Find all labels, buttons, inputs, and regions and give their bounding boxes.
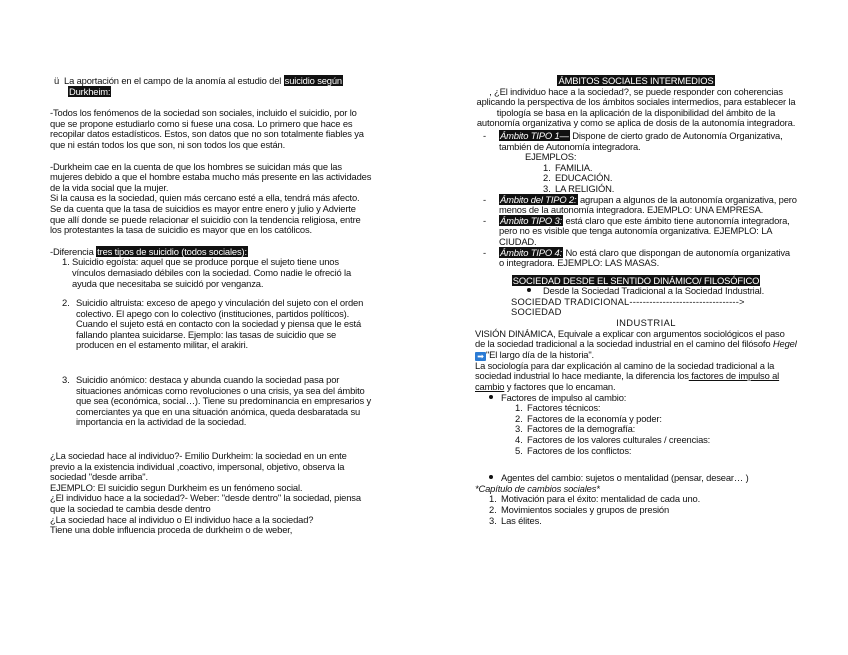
list-text: Las élites. xyxy=(501,514,542,526)
sociologia-text: La sociología para dar explicación al camino de la sociedad tradicional a la sociedad industrial lo hace mediante, la diferencia los xyxy=(475,359,775,382)
heading-highlight-2: Durkheim: xyxy=(69,85,111,97)
diferencia-label: -Diferencia xyxy=(50,245,94,257)
ambitos-intro: , ¿El individuo hace a la sociedad?, se puede responder con coherencias aplicando la perspectiva de los ámbitos sociales intermedios, para establecer la tipología se basa en la aplicación de la disponibilidad del ámbito de la autonomía organizativa y como se aplica de dosis de la autonomía integradora. xyxy=(476,85,796,129)
list-text: Suicidio egoísta: aquel que se produce porque el sujeto tiene unos vínculos demasiado débiles con la sociedad. Como nadie le ofreció la ayuda que necesitaba se suicidó por venganza. xyxy=(72,256,352,289)
paragraph-durkheim: -Durkheim cae en la cuenta de que los hombres se suicidan más que las mujeres debido a que el hombre estaba mucho más presente en las actividades de la vida social que la mujer. xyxy=(50,160,372,193)
industrial-line: INDUSTRIAL xyxy=(616,317,676,329)
bullet-text: Desde la Sociedad Tradicional a la Sociedad Industrial. xyxy=(543,285,765,297)
factores-underlined: factores de impulso al cambio xyxy=(475,370,780,393)
tipo-2-text: agrupan a algunos de la autonomía organizativa, pero menos de la autonomía integradora. EJEMPLO: UNA EMPRESA. xyxy=(499,193,797,216)
list-number: 3. xyxy=(489,514,497,526)
list-text: Factores de la demografía: xyxy=(527,423,636,435)
list-number: 3. xyxy=(62,374,70,386)
tipo-3-label: Ámbito TIPO 3: xyxy=(500,214,562,226)
section2-title: SOCIEDAD DESDE EL SENTIDO DINÁMICO/ FILOSÓFICO xyxy=(512,274,760,286)
list-item xyxy=(489,505,797,516)
tipo-4-label: Ámbito TIPO 4: xyxy=(500,246,562,258)
sociologia-paragraph xyxy=(475,361,797,393)
right-column xyxy=(475,76,797,526)
list-text: Factores técnicos: xyxy=(527,402,601,414)
list-text: Suicidio anómico: destaca y abunda cuando la sociedad pasa por situaciones anómicas como revoluciones o una crisis, ya sea del ámbito que sea (económica, social…). Tiene su predominancia en empresarios y comerciantes ya que en una situación anómica, queda desbaratada su importancia en la actividad de la sociedad. xyxy=(76,374,372,428)
cambios-list xyxy=(489,494,797,526)
list-text: FAMILIA. xyxy=(555,161,593,173)
list-text: Factores de los valores culturales / creencias: xyxy=(527,434,711,445)
list-number: 5. xyxy=(515,444,523,456)
anomia-heading xyxy=(54,76,372,97)
tipo-2-label: Ámbito del TIPO 2: xyxy=(500,193,577,205)
list-number: 2. xyxy=(489,503,497,515)
ejemplos-list xyxy=(543,163,797,195)
question-line: ¿La sociedad hace al individuo o El individuo hace a la sociedad? xyxy=(50,513,314,525)
dash-marker: - xyxy=(483,193,486,205)
list-text: EDUCACIÓN. xyxy=(555,172,613,184)
tipo-3-text: está claro que este ámbito tiene autonomía integradora, pero no es visible que tenga autonomía organizativa. EJEMPLO: LA CIUDAD. xyxy=(499,214,790,247)
heading-text: La aportación en el campo de la anomía al estudio del xyxy=(64,75,282,86)
tipo-2-item xyxy=(483,195,797,216)
heading-highlight-1: suicidio según xyxy=(284,75,342,86)
tipo-1-text: Dispone de cierto grado de Autonomía Organizativa, también de Autonomía integradora. xyxy=(499,129,783,152)
vision-text: VISIÓN DINÁMICA, Equivale a explicar con argumentos sociológicos el paso de la sociedad tradicional a la sociedad industrial en el camino del filósofo xyxy=(475,327,785,350)
paragraph-fenomenos: -Todos los fenómenos de la sociedad son sociales, incluido el suicidio, por lo que se propone estudiarlo como si fuese una cosa. Lo primero que hace es recopilar datos estadísticos. Estos, son datos que no son totalmente fiables ya que ni están todos los que son, ni son todos los que están. xyxy=(50,107,364,150)
list-number: 1. xyxy=(543,161,551,173)
sociologia-end: y factores que lo encaman. xyxy=(504,381,616,393)
factores-list xyxy=(515,403,797,456)
list-number: 2. xyxy=(543,172,551,184)
list-text: Movimientos sociales y grupos de presión xyxy=(501,503,670,515)
hegel-quote: "El largo día de la historia". xyxy=(486,348,594,360)
question-line: ¿El individuo hace a la sociedad?- Weber: "desde dentro" la sociedad, piensa que la sociedad te cambia desde dentro xyxy=(50,492,361,514)
list-number: 2. xyxy=(62,297,70,309)
arrow-right-icon: ➡ xyxy=(475,352,486,361)
dash-marker: - xyxy=(483,214,486,226)
question-line: ¿La sociedad hace al individuo?- Emilio Durkheim: la sociedad en un ente previo a la existencia individual ,coactivo, impersonal, objetivo, observa la sociedad "desde arriba". xyxy=(50,450,347,483)
list-item xyxy=(62,257,372,289)
tradicional-line: SOCIEDAD TRADICIONAL---------------------------------> SOCIEDAD xyxy=(511,295,745,318)
list-item xyxy=(489,516,797,527)
bullet-dot-icon xyxy=(489,395,493,399)
list-text: Suicidio altruista: exceso de apego y vinculación del sujeto con el orden colectivo. El apego con lo colectivo (instituciones, partidos políticos). Cuando el sujeto está en contacto con la sociedad y piensa que le está fallando plantea suicidarse. Ejemplo: las tasas de suicidio que se producen en el estamento militar, el arakiri. xyxy=(76,297,364,351)
tipo-3-item xyxy=(483,216,797,248)
paragraph-causa: Si la causa es la sociedad, quien más cercano esté a ella, tendrá más afecto. Se da cuenta que la tasa de suicidios es mayor entre enero y julio y Advierte que allí donde se puede relacionar el suicidio con la tendencia religiosa, entre los protestantes la tasa de suicidio es mayor que en los católicos. xyxy=(50,192,361,236)
list-text: LA RELIGIÓN. xyxy=(555,182,615,194)
list-number: 1. xyxy=(489,493,497,505)
suicide-types-list xyxy=(62,257,372,428)
tipo-1-item xyxy=(483,131,797,152)
tipo-1-label: Ámbito TIPO 1— xyxy=(500,129,569,141)
dash-marker: - xyxy=(483,129,486,141)
list-item xyxy=(515,446,797,457)
bullet-text: Agentes del cambio: sujetos o mentalidad (pensar, desear… ) xyxy=(501,472,749,484)
list-text: Factores de los conflictos: xyxy=(527,444,632,456)
list-number: 3. xyxy=(543,182,551,194)
list-number: 2. xyxy=(515,412,523,424)
question-line: Tiene una doble influencia proceda de durkheim o de weber, xyxy=(50,524,293,536)
tipo-4-text: No está claro que dispongan de autonomía organizativa o integradora. EJEMPLO: LAS MASAS. xyxy=(499,246,790,269)
ejemplos-label: EJEMPLOS: xyxy=(525,151,577,163)
list-item xyxy=(62,375,372,428)
list-number: 1. xyxy=(62,256,70,268)
list-number: 3. xyxy=(515,423,523,435)
list-text: Motivación para el éxito: mentalidad de cada uno. xyxy=(501,493,701,505)
bullet-dot-icon xyxy=(489,475,493,479)
sociedad-individuo-block xyxy=(50,451,372,536)
list-text: Factores de la economía y poder: xyxy=(527,412,662,424)
bullet-dot-icon xyxy=(527,288,531,292)
diferencia-highlight: tres tipos de suicidio (todos sociales): xyxy=(97,245,247,257)
list-number: 1. xyxy=(515,402,523,414)
bullet-text: Factores de impulso al cambio: xyxy=(501,391,627,403)
list-number: 4. xyxy=(515,434,523,445)
list-item xyxy=(515,435,797,446)
capitulo-line: *Capítulo de cambios sociales* xyxy=(475,482,600,494)
check-bullet-icon: ü xyxy=(54,75,60,86)
tipo-4-item xyxy=(483,248,797,269)
ambitos-title-wrap xyxy=(475,76,797,87)
list-item xyxy=(62,298,372,351)
dash-marker: - xyxy=(483,246,486,258)
ambitos-title: ÁMBITOS SOCIALES INTERMEDIOS xyxy=(558,75,714,86)
question-line: EJEMPLO: El suicidio segun Durkheim es un fenómeno social. xyxy=(50,481,303,493)
vision-paragraph xyxy=(475,329,797,361)
hegel-name: Hegel xyxy=(772,338,797,350)
left-column xyxy=(50,76,372,536)
